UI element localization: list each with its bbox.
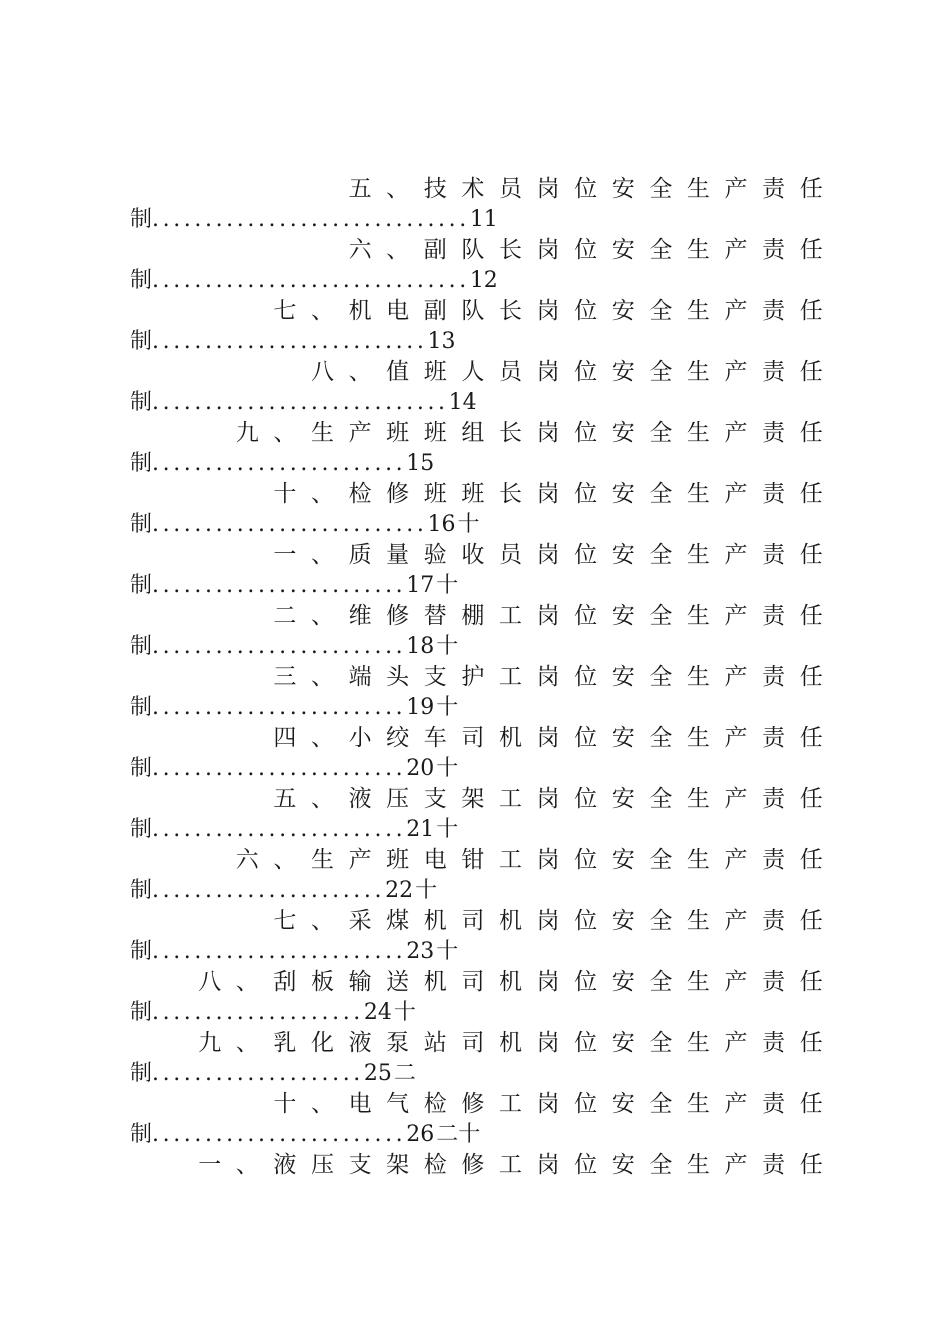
toc-entry-page-number: 16 xyxy=(427,512,456,537)
toc-entry-title: 二 、 维 修 替 棚 工 岗 位 安 全 生 产 责 任 xyxy=(273,603,823,629)
toc-entry-dots: ........................ xyxy=(152,1122,407,1147)
toc-entry-leader xyxy=(130,755,458,783)
toc-entry-suffix: 十 xyxy=(436,573,459,598)
toc-entry-page-number: 11 xyxy=(469,207,498,232)
toc-entry-lead: 制 xyxy=(130,207,153,232)
toc-entry-suffix: 十 xyxy=(436,939,459,964)
toc-entry-lead: 制 xyxy=(130,756,153,781)
toc-entry xyxy=(130,294,830,355)
toc-entry-lead: 制 xyxy=(130,329,153,354)
toc-entry-title: 七 、 采 煤 机 司 机 岗 位 安 全 生 产 责 任 xyxy=(273,908,823,934)
toc-entry-dots: .............................. xyxy=(152,268,470,293)
toc-entry-dots: .................... xyxy=(152,1000,364,1025)
toc-entry-lead: 制 xyxy=(130,1122,153,1147)
toc-entry-dots: .................... xyxy=(152,1061,364,1086)
toc-entry-page-number: 19 xyxy=(406,695,435,720)
toc-entry-dots: ........................ xyxy=(152,817,407,842)
toc-entry-suffix: 十 xyxy=(457,512,480,537)
toc-entry-leader xyxy=(130,877,437,905)
toc-entry-suffix: 十 xyxy=(436,817,459,842)
toc-entry-suffix: 十 xyxy=(436,634,459,659)
toc-entry xyxy=(130,721,830,782)
toc-entry-lead: 制 xyxy=(130,268,153,293)
toc-entry-leader xyxy=(130,999,416,1027)
toc-entry-title: 五 、 技 术 员 岗 位 安 全 生 产 责 任 xyxy=(348,176,823,202)
toc-entry-leader xyxy=(130,1060,416,1088)
toc-entry-dots: .......................... xyxy=(152,512,428,537)
toc-entry-leader xyxy=(130,633,458,661)
toc-entry xyxy=(130,904,830,965)
toc-entry-dots: ........................ xyxy=(152,634,407,659)
toc-entry-page-number: 12 xyxy=(469,268,498,293)
toc-entry-lead: 制 xyxy=(130,573,153,598)
toc-entry xyxy=(130,1026,830,1087)
toc-entry-page-number: 15 xyxy=(406,451,435,476)
toc-entry-suffix: 十 xyxy=(415,878,438,903)
toc-entry xyxy=(130,599,830,660)
toc-entry-dots: ...................... xyxy=(152,878,386,903)
toc-entry-lead: 制 xyxy=(130,939,153,964)
toc-entry xyxy=(130,660,830,721)
toc-entry-lead: 制 xyxy=(130,512,153,537)
toc-entry xyxy=(130,477,830,538)
toc-entry-page-number: 14 xyxy=(448,390,477,415)
toc-entry-dots: ........................ xyxy=(152,756,407,781)
toc-entry-page-number: 21 xyxy=(406,817,435,842)
toc-entry xyxy=(130,355,830,416)
toc-entry-page-number: 24 xyxy=(363,1000,392,1025)
toc-entry-dots: ........................ xyxy=(152,939,407,964)
toc-entry xyxy=(130,965,830,1026)
toc-entry-page-number: 20 xyxy=(406,756,435,781)
toc-entry-page-number: 18 xyxy=(406,634,435,659)
toc-entry-suffix: 十 xyxy=(393,1000,416,1025)
toc-entry-title: 八 、 值 班 人 员 岗 位 安 全 生 产 责 任 xyxy=(310,359,823,385)
toc-entry-page-number: 22 xyxy=(385,878,414,903)
toc-entry-page-number: 25 xyxy=(363,1061,392,1086)
toc-entry-title: 七 、 机 电 副 队 长 岗 位 安 全 生 产 责 任 xyxy=(273,298,823,324)
toc-entry-title: 三 、 端 头 支 护 工 岗 位 安 全 生 产 责 任 xyxy=(273,664,823,690)
toc-entry-title: 五 、 液 压 支 架 工 岗 位 安 全 生 产 责 任 xyxy=(273,786,823,812)
toc-entry-title: 九 、 乳 化 液 泵 站 司 机 岗 位 安 全 生 产 责 任 xyxy=(198,1030,823,1056)
toc-entry xyxy=(130,843,830,904)
toc-entry-title: 六 、 生 产 班 电 钳 工 岗 位 安 全 生 产 责 任 xyxy=(235,847,823,873)
toc-entry xyxy=(130,416,830,477)
toc-entry xyxy=(130,538,830,599)
toc-entry-title: 四 、 小 绞 车 司 机 岗 位 安 全 生 产 责 任 xyxy=(273,725,823,751)
toc-entry-page-number: 23 xyxy=(406,939,435,964)
toc-entry-dots: .......................... xyxy=(152,329,428,354)
toc-entry xyxy=(130,1148,830,1209)
toc-entry-lead: 制 xyxy=(130,1061,153,1086)
toc-entry-title: 八 、 刮 板 输 送 机 司 机 岗 位 安 全 生 产 责 任 xyxy=(198,969,823,995)
toc-entry xyxy=(130,172,830,233)
toc-entry-leader xyxy=(130,572,458,600)
toc-entry-leader xyxy=(130,450,434,478)
toc-entry-suffix: 十 xyxy=(436,695,459,720)
toc-entry-dots: ........................ xyxy=(152,695,407,720)
toc-entry-lead: 制 xyxy=(130,1000,153,1025)
toc-entry-title: 一 、 液 压 支 架 检 修 工 岗 位 安 全 生 产 责 任 xyxy=(198,1152,823,1178)
toc-entry-leader xyxy=(130,816,458,844)
toc-entry-leader xyxy=(130,206,498,234)
toc-entry-lead: 制 xyxy=(130,878,153,903)
toc-entry-dots: ........................ xyxy=(152,573,407,598)
toc-entry-leader xyxy=(130,1121,480,1149)
toc-entry-lead: 制 xyxy=(130,390,153,415)
toc-entry xyxy=(130,1087,830,1148)
toc-entry-title: 十 、 电 气 检 修 工 岗 位 安 全 生 产 责 任 xyxy=(273,1091,823,1117)
table-of-contents xyxy=(130,172,830,1209)
toc-entry-suffix: 二十 xyxy=(436,1122,481,1147)
toc-entry-lead: 制 xyxy=(130,634,153,659)
toc-entry-page-number: 17 xyxy=(406,573,435,598)
toc-entry xyxy=(130,782,830,843)
toc-entry-leader xyxy=(130,511,479,539)
toc-entry xyxy=(130,233,830,294)
toc-entry-leader xyxy=(130,267,498,295)
toc-entry-leader xyxy=(130,938,458,966)
toc-entry-suffix: 二 xyxy=(393,1061,416,1086)
toc-entry-title: 九 、 生 产 班 班 组 长 岗 位 安 全 生 产 责 任 xyxy=(235,420,823,446)
toc-entry-title: 一 、 质 量 验 收 员 岗 位 安 全 生 产 责 任 xyxy=(273,542,823,568)
toc-entry-dots: .............................. xyxy=(152,207,470,232)
toc-entry-suffix: 十 xyxy=(436,756,459,781)
toc-entry-dots: ............................ xyxy=(152,390,449,415)
toc-entry-lead: 制 xyxy=(130,817,153,842)
toc-entry-lead: 制 xyxy=(130,451,153,476)
toc-entry-dots: ........................ xyxy=(152,451,407,476)
toc-entry-page-number: 13 xyxy=(427,329,456,354)
toc-entry-leader xyxy=(130,328,455,356)
toc-entry-title: 十 、 检 修 班 班 长 岗 位 安 全 生 产 责 任 xyxy=(273,481,823,507)
toc-entry-lead: 制 xyxy=(130,695,153,720)
toc-entry-title: 六 、 副 队 长 岗 位 安 全 生 产 责 任 xyxy=(348,237,823,263)
toc-entry-leader xyxy=(130,389,477,417)
toc-entry-page-number: 26 xyxy=(406,1122,435,1147)
toc-entry-leader xyxy=(130,694,458,722)
